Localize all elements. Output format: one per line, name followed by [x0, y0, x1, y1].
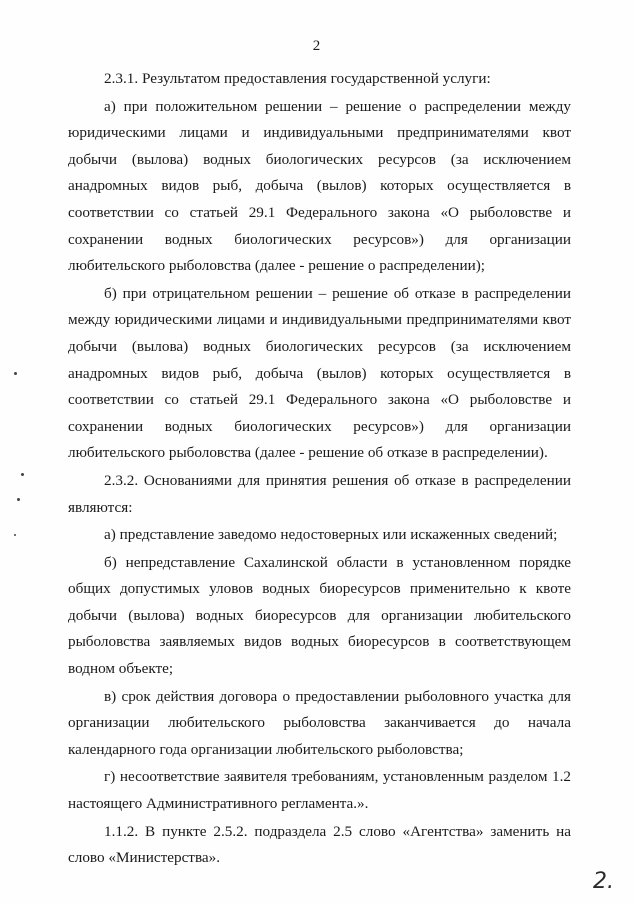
paragraph-2-3-1-a: а) при положительном решении – решение о распределении между юридическими лицами и индивидуальными предпринимателями квот добычи (вылова) водных биологических ресурсов (за исключением анадромных видов рыб, добыча (вылов) которых осуществляется в соответствии со статьей 29.1 Федерального закона «О рыболовстве и сохранении водных биологических ресурсов») для организации любительского рыболовства (далее - решение о распределении); — [68, 97, 571, 275]
paragraph-2-3-2: 2.3.2. Основаниями для принятия решения об отказе в распределении являются: — [68, 471, 571, 516]
paragraph-2-3-2-g: г) несоответствие заявителя требованиям, установленным разделом 1.2 настоящего Административного регламента.». — [68, 768, 571, 813]
document-body — [68, 66, 571, 872]
paragraph-1-1-2: 1.1.2. В пункте 2.5.2. подраздела 2.5 слово «Агентства» заменить на слово «Министерства». — [68, 822, 571, 867]
paragraph-2-3-2-a: а) представление заведомо недостоверных или искаженных сведений; — [104, 526, 558, 544]
scan-speck — [14, 534, 16, 536]
page-number: 2 — [312, 38, 321, 54]
scan-speck — [14, 372, 17, 375]
paragraph-2-3-2-v: в) срок действия договора о предоставлении рыболовного участка для организации любительского рыболовства заканчивается до начала календарного года организации любительского рыболовства; — [68, 687, 571, 758]
scan-speck — [17, 498, 20, 501]
handwritten-page-mark: 2. — [593, 869, 614, 894]
paragraph-2-3-2-b: б) непредставление Сахалинской области в установленном порядке общих допустимых уловов водных биоресурсов применительно к квоте добычи (вылова) водных биоресурсов для организации любительского рыболовства заявляемых видов водных биоресурсов в соответствующем водном объекте; — [68, 553, 571, 678]
paragraph-2-3-1-b: б) при отрицательном решении – решение об отказе в распределении между юридическими лицами и индивидуальными предпринимателями квот добычи (вылова) водных биологических ресурсов (за исключением анадромных видов рыб, добыча (вылов) которых осуществляется в соответствии со статьей 29.1 Федерального закона «О рыболовстве и сохранении водных биологических ресурсов») для организации любительского рыболовства (далее - решение об отказе в распределении). — [68, 284, 571, 462]
paragraph-2-3-1: 2.3.1. Результатом предоставления государственной услуги: — [104, 70, 491, 87]
scan-speck — [21, 473, 24, 476]
